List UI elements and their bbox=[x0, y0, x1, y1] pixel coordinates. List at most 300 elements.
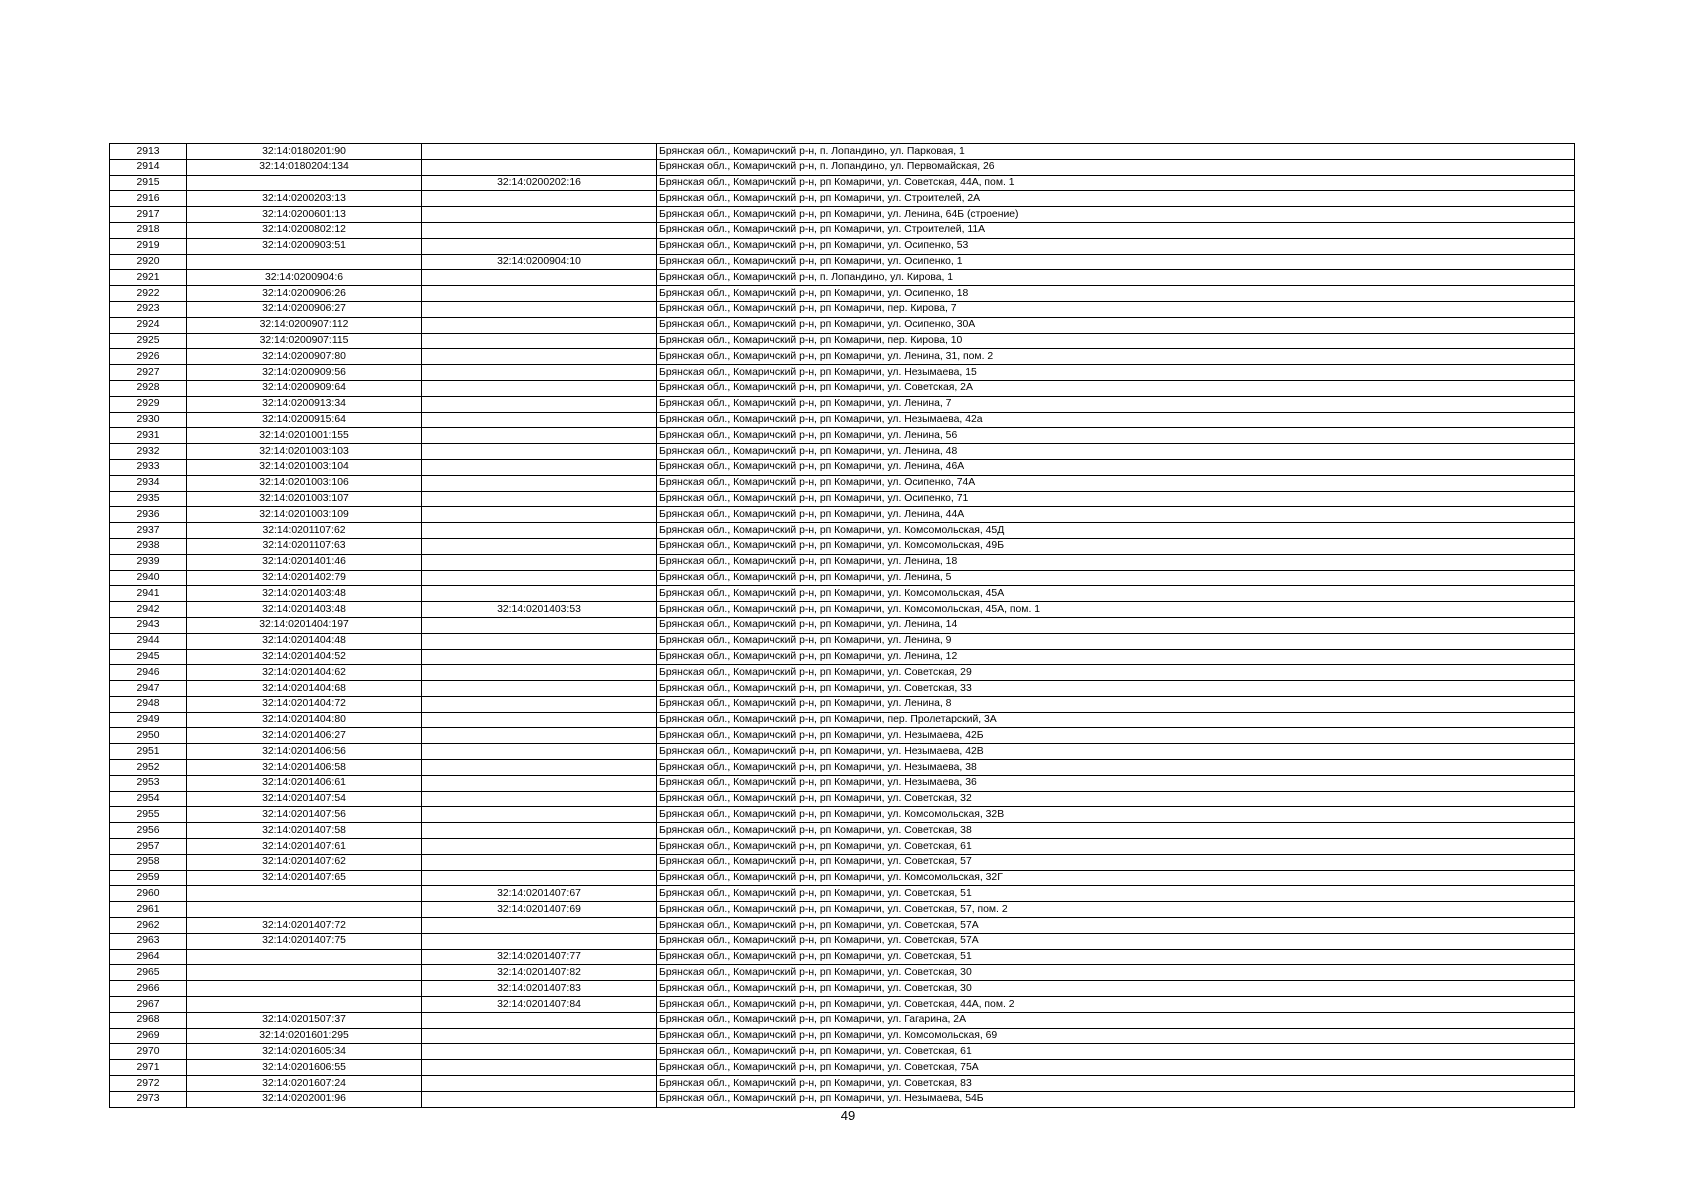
row-number-cell: 2929 bbox=[110, 396, 187, 412]
cadastral-number-cell: 32:14:0201003:109 bbox=[187, 507, 422, 523]
row-number-cell: 2918 bbox=[110, 222, 187, 238]
row-number-cell: 2928 bbox=[110, 380, 187, 396]
table-row bbox=[110, 870, 1575, 886]
premises-cadastral-number-cell bbox=[422, 412, 657, 428]
table-row bbox=[110, 775, 1575, 791]
premises-cadastral-number-cell bbox=[422, 1012, 657, 1028]
address-cell: Брянская обл., Комаричский р-н, рп Комаричи, ул. Ленина, 48 bbox=[657, 444, 1575, 460]
premises-cadastral-number-cell bbox=[422, 665, 657, 681]
row-number-cell: 2952 bbox=[110, 760, 187, 776]
cadastral-number-cell: 32:14:0200907:112 bbox=[187, 317, 422, 333]
address-cell: Брянская обл., Комаричский р-н, рп Комаричи, ул. Советская, 30 bbox=[657, 965, 1575, 981]
premises-cadastral-number-cell: 32:14:0201407:77 bbox=[422, 949, 657, 965]
cadastral-number-cell bbox=[187, 965, 422, 981]
row-number-cell: 2933 bbox=[110, 459, 187, 475]
cadastral-number-cell bbox=[187, 981, 422, 997]
premises-cadastral-number-cell bbox=[422, 617, 657, 633]
cadastral-number-cell: 32:14:0200907:115 bbox=[187, 333, 422, 349]
premises-cadastral-number-cell bbox=[422, 839, 657, 855]
row-number-cell: 2944 bbox=[110, 633, 187, 649]
table-row bbox=[110, 807, 1575, 823]
premises-cadastral-number-cell bbox=[422, 207, 657, 223]
premises-cadastral-number-cell: 32:14:0201407:82 bbox=[422, 965, 657, 981]
table-row bbox=[110, 760, 1575, 776]
premises-cadastral-number-cell bbox=[422, 349, 657, 365]
table-row bbox=[110, 1044, 1575, 1060]
row-number-cell: 2954 bbox=[110, 791, 187, 807]
table-row bbox=[110, 854, 1575, 870]
premises-cadastral-number-cell bbox=[422, 475, 657, 491]
row-number-cell: 2943 bbox=[110, 617, 187, 633]
address-cell: Брянская обл., Комаричский р-н, рп Комаричи, ул. Ленина, 14 bbox=[657, 617, 1575, 633]
cadastral-number-cell: 32:14:0201404:62 bbox=[187, 665, 422, 681]
premises-cadastral-number-cell bbox=[422, 1060, 657, 1076]
premises-cadastral-number-cell bbox=[422, 712, 657, 728]
table-row bbox=[110, 444, 1575, 460]
row-number-cell: 2947 bbox=[110, 681, 187, 697]
address-cell: Брянская обл., Комаричский р-н, рп Комаричи, ул. Ленина, 31, пом. 2 bbox=[657, 349, 1575, 365]
row-number-cell: 2961 bbox=[110, 902, 187, 918]
premises-cadastral-number-cell bbox=[422, 586, 657, 602]
address-cell: Брянская обл., Комаричский р-н, рп Комаричи, ул. Советская, 57 bbox=[657, 854, 1575, 870]
address-cell: Брянская обл., Комаричский р-н, рп Комаричи, ул. Незымаева, 54Б bbox=[657, 1091, 1575, 1107]
premises-cadastral-number-cell bbox=[422, 523, 657, 539]
row-number-cell: 2955 bbox=[110, 807, 187, 823]
table-row bbox=[110, 191, 1575, 207]
cadastral-number-cell: 32:14:0200913:34 bbox=[187, 396, 422, 412]
table-row bbox=[110, 586, 1575, 602]
premises-cadastral-number-cell bbox=[422, 870, 657, 886]
cadastral-number-cell: 32:14:0201003:106 bbox=[187, 475, 422, 491]
address-cell: Брянская обл., Комаричский р-н, рп Комаричи, ул. Осипенко, 71 bbox=[657, 491, 1575, 507]
row-number-cell: 2972 bbox=[110, 1076, 187, 1092]
row-number-cell: 2950 bbox=[110, 728, 187, 744]
premises-cadastral-number-cell: 32:14:0201407:67 bbox=[422, 886, 657, 902]
cadastral-number-cell: 32:14:0201407:75 bbox=[187, 933, 422, 949]
address-cell: Брянская обл., Комаричский р-н, рп Комаричи, ул. Гагарина, 2А bbox=[657, 1012, 1575, 1028]
table-row bbox=[110, 333, 1575, 349]
cadastral-number-cell: 32:14:0201407:62 bbox=[187, 854, 422, 870]
cadastral-number-cell: 32:14:0201407:58 bbox=[187, 823, 422, 839]
cadastral-number-cell: 32:14:0200203:13 bbox=[187, 191, 422, 207]
address-cell: Брянская обл., Комаричский р-н, рп Комаричи, ул. Ленина, 8 bbox=[657, 696, 1575, 712]
address-cell: Брянская обл., Комаричский р-н, рп Комаричи, ул. Советская, 51 bbox=[657, 886, 1575, 902]
address-cell: Брянская обл., Комаричский р-н, рп Комаричи, ул. Комсомольская, 32В bbox=[657, 807, 1575, 823]
row-number-cell: 2964 bbox=[110, 949, 187, 965]
address-cell: Брянская обл., Комаричский р-н, рп Комаричи, пер. Кирова, 7 bbox=[657, 301, 1575, 317]
table-row bbox=[110, 965, 1575, 981]
cadastral-number-cell: 32:14:0201406:58 bbox=[187, 760, 422, 776]
row-number-cell: 2946 bbox=[110, 665, 187, 681]
table-row bbox=[110, 1076, 1575, 1092]
row-number-cell: 2967 bbox=[110, 997, 187, 1013]
premises-cadastral-number-cell bbox=[422, 1076, 657, 1092]
cadastral-number-cell: 32:14:0200909:64 bbox=[187, 380, 422, 396]
cadastral-number-cell: 32:14:0200802:12 bbox=[187, 222, 422, 238]
address-cell: Брянская обл., Комаричский р-н, рп Комаричи, ул. Советская, 38 bbox=[657, 823, 1575, 839]
row-number-cell: 2936 bbox=[110, 507, 187, 523]
table-row bbox=[110, 886, 1575, 902]
premises-cadastral-number-cell bbox=[422, 144, 657, 160]
address-cell: Брянская обл., Комаричский р-н, рп Комаричи, ул. Ленина, 9 bbox=[657, 633, 1575, 649]
address-cell: Брянская обл., Комаричский р-н, рп Комаричи, ул. Комсомольская, 45Д bbox=[657, 523, 1575, 539]
row-number-cell: 2942 bbox=[110, 602, 187, 618]
row-number-cell: 2915 bbox=[110, 175, 187, 191]
premises-cadastral-number-cell bbox=[422, 554, 657, 570]
table-row bbox=[110, 365, 1575, 381]
row-number-cell: 2927 bbox=[110, 365, 187, 381]
premises-cadastral-number-cell bbox=[422, 191, 657, 207]
row-number-cell: 2959 bbox=[110, 870, 187, 886]
row-number-cell: 2932 bbox=[110, 444, 187, 460]
cadastral-number-cell bbox=[187, 175, 422, 191]
table-row bbox=[110, 602, 1575, 618]
table-row bbox=[110, 144, 1575, 160]
premises-cadastral-number-cell bbox=[422, 728, 657, 744]
row-number-cell: 2923 bbox=[110, 301, 187, 317]
table-row bbox=[110, 570, 1575, 586]
address-cell: Брянская обл., Комаричский р-н, рп Комаричи, ул. Комсомольская, 45А, пом. 1 bbox=[657, 602, 1575, 618]
cadastral-number-cell bbox=[187, 949, 422, 965]
address-cell: Брянская обл., Комаричский р-н, п. Лопандино, ул. Кирова, 1 bbox=[657, 270, 1575, 286]
cadastral-number-cell: 32:14:0201404:72 bbox=[187, 696, 422, 712]
premises-cadastral-number-cell bbox=[422, 159, 657, 175]
address-cell: Брянская обл., Комаричский р-н, рп Комаричи, ул. Осипенко, 74А bbox=[657, 475, 1575, 491]
table-row bbox=[110, 744, 1575, 760]
address-cell: Брянская обл., Комаричский р-н, рп Комаричи, ул. Ленина, 5 bbox=[657, 570, 1575, 586]
table-row bbox=[110, 428, 1575, 444]
table-row bbox=[110, 207, 1575, 223]
address-cell: Брянская обл., Комаричский р-н, рп Комаричи, ул. Незымаева, 42Б bbox=[657, 728, 1575, 744]
row-number-cell: 2937 bbox=[110, 523, 187, 539]
premises-cadastral-number-cell bbox=[422, 270, 657, 286]
table-row bbox=[110, 159, 1575, 175]
address-cell: Брянская обл., Комаричский р-н, рп Комаричи, ул. Осипенко, 1 bbox=[657, 254, 1575, 270]
premises-cadastral-number-cell bbox=[422, 933, 657, 949]
page-number: 49 bbox=[840, 1108, 856, 1123]
premises-cadastral-number-cell bbox=[422, 696, 657, 712]
row-number-cell: 2973 bbox=[110, 1091, 187, 1107]
address-cell: Брянская обл., Комаричский р-н, рп Комаричи, ул. Советская, 32 bbox=[657, 791, 1575, 807]
row-number-cell: 2940 bbox=[110, 570, 187, 586]
address-cell: Брянская обл., Комаричский р-н, рп Комаричи, ул. Советская, 33 bbox=[657, 681, 1575, 697]
premises-cadastral-number-cell bbox=[422, 775, 657, 791]
cadastral-number-cell: 32:14:0201407:61 bbox=[187, 839, 422, 855]
address-cell: Брянская обл., Комаричский р-н, рп Комаричи, ул. Осипенко, 53 bbox=[657, 238, 1575, 254]
cadastral-number-cell: 32:14:0200601:13 bbox=[187, 207, 422, 223]
table-row bbox=[110, 459, 1575, 475]
cadastral-number-cell: 32:14:0200915:64 bbox=[187, 412, 422, 428]
cadastral-number-cell: 32:14:0201003:104 bbox=[187, 459, 422, 475]
table-row bbox=[110, 523, 1575, 539]
table-row bbox=[110, 538, 1575, 554]
cadastral-number-cell: 32:14:0201404:197 bbox=[187, 617, 422, 633]
table-row bbox=[110, 222, 1575, 238]
address-cell: Брянская обл., Комаричский р-н, рп Комаричи, ул. Советская, 44А, пом. 1 bbox=[657, 175, 1575, 191]
row-number-cell: 2965 bbox=[110, 965, 187, 981]
address-cell: Брянская обл., Комаричский р-н, рп Комаричи, ул. Советская, 29 bbox=[657, 665, 1575, 681]
cadastral-number-cell: 32:14:0201601:295 bbox=[187, 1028, 422, 1044]
premises-cadastral-number-cell bbox=[422, 681, 657, 697]
premises-cadastral-number-cell bbox=[422, 538, 657, 554]
row-number-cell: 2963 bbox=[110, 933, 187, 949]
table-row bbox=[110, 301, 1575, 317]
row-number-cell: 2921 bbox=[110, 270, 187, 286]
table-row bbox=[110, 981, 1575, 997]
address-cell: Брянская обл., Комаричский р-н, рп Комаричи, ул. Ленина, 46А bbox=[657, 459, 1575, 475]
cadastral-number-cell: 32:14:0200907:80 bbox=[187, 349, 422, 365]
cadastral-number-cell: 32:14:0201404:80 bbox=[187, 712, 422, 728]
cadastral-number-cell: 32:14:0201607:24 bbox=[187, 1076, 422, 1092]
table-row bbox=[110, 696, 1575, 712]
table-row bbox=[110, 412, 1575, 428]
cadastral-number-cell: 32:14:0201406:27 bbox=[187, 728, 422, 744]
table-row bbox=[110, 712, 1575, 728]
cadastral-number-cell: 32:14:0201605:34 bbox=[187, 1044, 422, 1060]
table-row bbox=[110, 633, 1575, 649]
address-cell: Брянская обл., Комаричский р-н, рп Комаричи, ул. Комсомольская, 32Г bbox=[657, 870, 1575, 886]
cadastral-number-cell: 32:14:0201404:48 bbox=[187, 633, 422, 649]
address-cell: Брянская обл., Комаричский р-н, рп Комаричи, ул. Ленина, 44А bbox=[657, 507, 1575, 523]
cadastral-number-cell: 32:14:0201003:103 bbox=[187, 444, 422, 460]
table-row bbox=[110, 1012, 1575, 1028]
cadastral-number-cell: 32:14:0201403:48 bbox=[187, 586, 422, 602]
premises-cadastral-number-cell bbox=[422, 222, 657, 238]
table-row bbox=[110, 507, 1575, 523]
address-cell: Брянская обл., Комаричский р-н, рп Комаричи, ул. Ленина, 7 bbox=[657, 396, 1575, 412]
cadastral-number-cell: 32:14:0202001:96 bbox=[187, 1091, 422, 1107]
address-cell: Брянская обл., Комаричский р-н, рп Комаричи, ул. Советская, 61 bbox=[657, 839, 1575, 855]
row-number-cell: 2935 bbox=[110, 491, 187, 507]
row-number-cell: 2951 bbox=[110, 744, 187, 760]
premises-cadastral-number-cell bbox=[422, 570, 657, 586]
table-row bbox=[110, 1028, 1575, 1044]
cadastral-number-cell: 32:14:0201406:61 bbox=[187, 775, 422, 791]
premises-cadastral-number-cell bbox=[422, 238, 657, 254]
table-row bbox=[110, 554, 1575, 570]
table-row bbox=[110, 728, 1575, 744]
table-row bbox=[110, 475, 1575, 491]
table-row bbox=[110, 317, 1575, 333]
premises-cadastral-number-cell bbox=[422, 317, 657, 333]
row-number-cell: 2922 bbox=[110, 286, 187, 302]
premises-cadastral-number-cell bbox=[422, 760, 657, 776]
row-number-cell: 2914 bbox=[110, 159, 187, 175]
table-row bbox=[110, 617, 1575, 633]
cadastral-number-cell: 32:14:0180204:134 bbox=[187, 159, 422, 175]
table-row bbox=[110, 396, 1575, 412]
table-row bbox=[110, 1091, 1575, 1107]
table-row bbox=[110, 665, 1575, 681]
premises-cadastral-number-cell bbox=[422, 633, 657, 649]
premises-cadastral-number-cell: 32:14:0200202:16 bbox=[422, 175, 657, 191]
row-number-cell: 2913 bbox=[110, 144, 187, 160]
table-row bbox=[110, 649, 1575, 665]
premises-cadastral-number-cell bbox=[422, 1044, 657, 1060]
cadastral-number-cell: 32:14:0200904:6 bbox=[187, 270, 422, 286]
address-cell: Брянская обл., Комаричский р-н, рп Комаричи, пер. Пролетарский, 3А bbox=[657, 712, 1575, 728]
premises-cadastral-number-cell bbox=[422, 286, 657, 302]
address-cell: Брянская обл., Комаричский р-н, рп Комаричи, ул. Комсомольская, 49Б bbox=[657, 538, 1575, 554]
address-cell: Брянская обл., Комаричский р-н, рп Комаричи, ул. Советская, 57, пом. 2 bbox=[657, 902, 1575, 918]
cadastral-number-cell: 32:14:0201402:79 bbox=[187, 570, 422, 586]
table-row bbox=[110, 902, 1575, 918]
table-row bbox=[110, 839, 1575, 855]
cadastral-number-cell: 32:14:0201507:37 bbox=[187, 1012, 422, 1028]
table-row bbox=[110, 238, 1575, 254]
premises-cadastral-number-cell bbox=[422, 744, 657, 760]
row-number-cell: 2919 bbox=[110, 238, 187, 254]
cadastral-number-cell: 32:14:0201403:48 bbox=[187, 602, 422, 618]
cadastral-number-cell: 32:14:0201407:54 bbox=[187, 791, 422, 807]
address-cell: Брянская обл., Комаричский р-н, рп Комаричи, ул. Ленина, 12 bbox=[657, 649, 1575, 665]
row-number-cell: 2930 bbox=[110, 412, 187, 428]
address-cell: Брянская обл., Комаричский р-н, рп Комаричи, ул. Советская, 2А bbox=[657, 380, 1575, 396]
premises-cadastral-number-cell: 32:14:0201407:84 bbox=[422, 997, 657, 1013]
row-number-cell: 2958 bbox=[110, 854, 187, 870]
row-number-cell: 2924 bbox=[110, 317, 187, 333]
row-number-cell: 2926 bbox=[110, 349, 187, 365]
cadastral-number-cell: 32:14:0200903:51 bbox=[187, 238, 422, 254]
premises-cadastral-number-cell bbox=[422, 1091, 657, 1107]
address-cell: Брянская обл., Комаричский р-н, рп Комаричи, ул. Строителей, 2А bbox=[657, 191, 1575, 207]
row-number-cell: 2966 bbox=[110, 981, 187, 997]
table-row bbox=[110, 491, 1575, 507]
row-number-cell: 2956 bbox=[110, 823, 187, 839]
row-number-cell: 2969 bbox=[110, 1028, 187, 1044]
premises-cadastral-number-cell bbox=[422, 301, 657, 317]
cadastral-number-cell: 32:14:0180201:90 bbox=[187, 144, 422, 160]
address-cell: Брянская обл., Комаричский р-н, рп Комаричи, ул. Ленина, 56 bbox=[657, 428, 1575, 444]
premises-cadastral-number-cell bbox=[422, 507, 657, 523]
premises-cadastral-number-cell: 32:14:0200904:10 bbox=[422, 254, 657, 270]
cadastral-number-cell: 32:14:0201107:62 bbox=[187, 523, 422, 539]
cadastral-number-cell: 32:14:0200906:27 bbox=[187, 301, 422, 317]
table-row bbox=[110, 349, 1575, 365]
table-row bbox=[110, 380, 1575, 396]
address-cell: Брянская обл., Комаричский р-н, рп Комаричи, ул. Незымаева, 38 bbox=[657, 760, 1575, 776]
table-row bbox=[110, 254, 1575, 270]
cadastral-number-cell: 32:14:0201606:55 bbox=[187, 1060, 422, 1076]
premises-cadastral-number-cell bbox=[422, 823, 657, 839]
address-cell: Брянская обл., Комаричский р-н, рп Комаричи, ул. Советская, 57А bbox=[657, 918, 1575, 934]
premises-cadastral-number-cell bbox=[422, 1028, 657, 1044]
premises-cadastral-number-cell bbox=[422, 428, 657, 444]
table-body bbox=[110, 144, 1575, 1108]
table-row bbox=[110, 918, 1575, 934]
row-number-cell: 2934 bbox=[110, 475, 187, 491]
address-cell: Брянская обл., Комаричский р-н, рп Комаричи, ул. Ленина, 18 bbox=[657, 554, 1575, 570]
address-cell: Брянская обл., Комаричский р-н, рп Комаричи, ул. Незымаева, 15 bbox=[657, 365, 1575, 381]
row-number-cell: 2953 bbox=[110, 775, 187, 791]
premises-cadastral-number-cell bbox=[422, 854, 657, 870]
premises-cadastral-number-cell bbox=[422, 333, 657, 349]
table-row bbox=[110, 175, 1575, 191]
table-row bbox=[110, 270, 1575, 286]
address-cell: Брянская обл., Комаричский р-н, рп Комаричи, ул. Советская, 83 bbox=[657, 1076, 1575, 1092]
row-number-cell: 2939 bbox=[110, 554, 187, 570]
address-cell: Брянская обл., Комаричский р-н, рп Комаричи, ул. Советская, 51 bbox=[657, 949, 1575, 965]
address-cell: Брянская обл., Комаричский р-н, рп Комаричи, ул. Осипенко, 18 bbox=[657, 286, 1575, 302]
row-number-cell: 2931 bbox=[110, 428, 187, 444]
address-cell: Брянская обл., Комаричский р-н, рп Комаричи, ул. Комсомольская, 45А bbox=[657, 586, 1575, 602]
row-number-cell: 2971 bbox=[110, 1060, 187, 1076]
premises-cadastral-number-cell bbox=[422, 365, 657, 381]
premises-cadastral-number-cell: 32:14:0201407:83 bbox=[422, 981, 657, 997]
table-row bbox=[110, 823, 1575, 839]
cadastral-number-cell: 32:14:0201407:65 bbox=[187, 870, 422, 886]
table-row bbox=[110, 681, 1575, 697]
cadastral-number-cell: 32:14:0201406:56 bbox=[187, 744, 422, 760]
row-number-cell: 2960 bbox=[110, 886, 187, 902]
premises-cadastral-number-cell bbox=[422, 491, 657, 507]
premises-cadastral-number-cell bbox=[422, 444, 657, 460]
address-cell: Брянская обл., Комаричский р-н, рп Комаричи, ул. Советская, 44А, пом. 2 bbox=[657, 997, 1575, 1013]
row-number-cell: 2945 bbox=[110, 649, 187, 665]
cadastral-number-cell: 32:14:0201404:68 bbox=[187, 681, 422, 697]
premises-cadastral-number-cell bbox=[422, 807, 657, 823]
table-row bbox=[110, 949, 1575, 965]
address-cell: Брянская обл., Комаричский р-н, п. Лопандино, ул. Первомайская, 26 bbox=[657, 159, 1575, 175]
row-number-cell: 2948 bbox=[110, 696, 187, 712]
address-cell: Брянская обл., Комаричский р-н, рп Комаричи, ул. Строителей, 11А bbox=[657, 222, 1575, 238]
cadastral-number-cell: 32:14:0201003:107 bbox=[187, 491, 422, 507]
address-cell: Брянская обл., Комаричский р-н, рп Комаричи, ул. Незымаева, 36 bbox=[657, 775, 1575, 791]
cadastral-number-cell: 32:14:0201404:52 bbox=[187, 649, 422, 665]
address-cell: Брянская обл., Комаричский р-н, рп Комаричи, ул. Советская, 30 bbox=[657, 981, 1575, 997]
table-row bbox=[110, 1060, 1575, 1076]
cadastral-number-cell bbox=[187, 997, 422, 1013]
cadastral-number-cell: 32:14:0201001:155 bbox=[187, 428, 422, 444]
row-number-cell: 2941 bbox=[110, 586, 187, 602]
cadastral-number-cell: 32:14:0201407:72 bbox=[187, 918, 422, 934]
cadastral-number-cell: 32:14:0201407:56 bbox=[187, 807, 422, 823]
premises-cadastral-number-cell bbox=[422, 396, 657, 412]
cadastral-number-cell: 32:14:0200909:56 bbox=[187, 365, 422, 381]
address-cell: Брянская обл., Комаричский р-н, рп Комаричи, ул. Осипенко, 30А bbox=[657, 317, 1575, 333]
cadastral-number-cell: 32:14:0201401:46 bbox=[187, 554, 422, 570]
address-cell: Брянская обл., Комаричский р-н, рп Комаричи, ул. Ленина, 64Б (строение) bbox=[657, 207, 1575, 223]
premises-cadastral-number-cell: 32:14:0201407:69 bbox=[422, 902, 657, 918]
row-number-cell: 2917 bbox=[110, 207, 187, 223]
address-cell: Брянская обл., Комаричский р-н, рп Комаричи, ул. Комсомольская, 69 bbox=[657, 1028, 1575, 1044]
table-row bbox=[110, 997, 1575, 1013]
cadastral-number-cell bbox=[187, 254, 422, 270]
premises-cadastral-number-cell bbox=[422, 459, 657, 475]
row-number-cell: 2970 bbox=[110, 1044, 187, 1060]
address-cell: Брянская обл., Комаричский р-н, рп Комаричи, пер. Кирова, 10 bbox=[657, 333, 1575, 349]
cadastral-number-cell bbox=[187, 886, 422, 902]
address-cell: Брянская обл., Комаричский р-н, рп Комаричи, ул. Советская, 61 bbox=[657, 1044, 1575, 1060]
premises-cadastral-number-cell bbox=[422, 918, 657, 934]
row-number-cell: 2916 bbox=[110, 191, 187, 207]
row-number-cell: 2925 bbox=[110, 333, 187, 349]
row-number-cell: 2938 bbox=[110, 538, 187, 554]
cadastral-number-cell: 32:14:0200906:26 bbox=[187, 286, 422, 302]
table-row bbox=[110, 933, 1575, 949]
property-table bbox=[109, 143, 1575, 1108]
cadastral-number-cell bbox=[187, 902, 422, 918]
row-number-cell: 2949 bbox=[110, 712, 187, 728]
address-cell: Брянская обл., Комаричский р-н, рп Комаричи, ул. Советская, 57А bbox=[657, 933, 1575, 949]
address-cell: Брянская обл., Комаричский р-н, п. Лопандино, ул. Парковая, 1 bbox=[657, 144, 1575, 160]
address-cell: Брянская обл., Комаричский р-н, рп Комаричи, ул. Советская, 75А bbox=[657, 1060, 1575, 1076]
premises-cadastral-number-cell: 32:14:0201403:53 bbox=[422, 602, 657, 618]
premises-cadastral-number-cell bbox=[422, 649, 657, 665]
table-row bbox=[110, 286, 1575, 302]
premises-cadastral-number-cell bbox=[422, 380, 657, 396]
cadastral-number-cell: 32:14:0201107:63 bbox=[187, 538, 422, 554]
